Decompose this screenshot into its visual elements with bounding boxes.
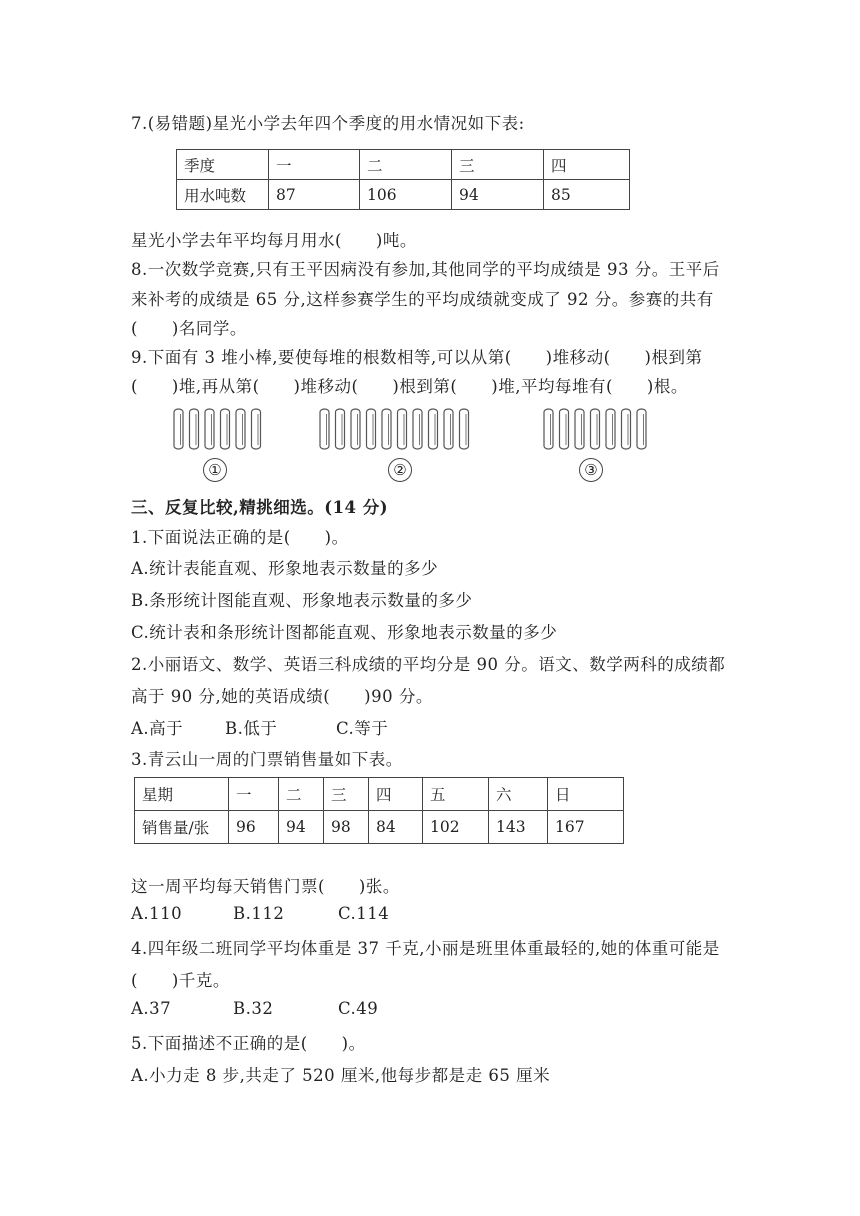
section3-title: 三、反复比较,精挑细选。(14 分) <box>131 498 389 517</box>
s3-q3-ticket-table <box>134 777 624 844</box>
table-cell: 销售量/张 <box>135 811 229 844</box>
stick-pile-1 <box>170 405 270 455</box>
stick <box>622 409 631 449</box>
stick <box>190 409 199 449</box>
q7-water-table <box>176 149 630 210</box>
s3-q3-option-b: B.112 <box>233 904 285 923</box>
table-cell: 四 <box>544 150 630 180</box>
table-row <box>177 150 630 180</box>
table-row <box>135 811 624 844</box>
stick <box>174 409 183 449</box>
table-cell: 84 <box>369 811 423 844</box>
stick-pile-3 <box>540 405 650 455</box>
table-cell: 三 <box>452 150 544 180</box>
s3-q2-line-2: 高于 90 分,她的英语成绩( )90 分。 <box>131 687 433 706</box>
stick <box>398 409 407 449</box>
table-row <box>177 180 630 210</box>
table-cell: 102 <box>423 811 489 844</box>
q8-line-1: 8.一次数学竞赛,只有王平因病没有参加,其他同学的平均成绩是 93 分。王平后 <box>131 260 720 279</box>
stick <box>320 409 329 449</box>
s3-q2-option-c: C.等于 <box>336 719 389 738</box>
s3-q5-option-a: A.小力走 8 步,共走了 520 厘米,他每步都是走 65 厘米 <box>131 1066 551 1085</box>
stick <box>460 409 469 449</box>
table-cell: 96 <box>229 811 279 844</box>
stick <box>637 409 646 449</box>
table-cell: 87 <box>269 180 360 210</box>
table-cell: 用水吨数 <box>177 180 269 210</box>
pile-label-2: ② <box>388 458 412 482</box>
q9-line-1: 9.下面有 3 堆小棒,要使每堆的根数相等,可以从第( )堆移动( )根到第 <box>131 348 703 367</box>
stick <box>413 409 422 449</box>
s3-q3-option-a: A.110 <box>131 904 183 923</box>
table-cell: 二 <box>279 778 324 811</box>
stick <box>444 409 453 449</box>
q7-intro: 7.(易错题)星光小学去年四个季度的用水情况如下表: <box>131 114 525 133</box>
stick <box>351 409 360 449</box>
table-cell: 106 <box>360 180 452 210</box>
table-cell: 143 <box>489 811 548 844</box>
stick <box>429 409 438 449</box>
s3-q4-option-a: A.37 <box>131 999 172 1018</box>
s3-q1-option-a: A.统计表能直观、形象地表示数量的多少 <box>131 559 439 578</box>
table-cell: 98 <box>324 811 369 844</box>
s3-q4-line-1: 4.四年级二班同学平均体重是 37 千克,小丽是班里体重最轻的,她的体重可能是 <box>131 939 720 958</box>
stick <box>221 409 230 449</box>
pile-label-1: ① <box>203 458 227 482</box>
table-cell: 四 <box>369 778 423 811</box>
s3-q4-option-c: C.49 <box>338 999 379 1018</box>
table-cell: 167 <box>548 811 624 844</box>
table-cell: 六 <box>489 778 548 811</box>
stick <box>252 409 261 449</box>
table-cell: 三 <box>324 778 369 811</box>
q8-line-3: ( )名同学。 <box>131 319 247 338</box>
stick <box>205 409 214 449</box>
s3-q2-option-a: A.高于 <box>131 719 184 738</box>
stick <box>544 409 553 449</box>
s3-q1-option-b: B.条形统计图能直观、形象地表示数量的多少 <box>131 591 473 610</box>
stick <box>575 409 584 449</box>
stick <box>591 409 600 449</box>
table-cell: 85 <box>544 180 630 210</box>
s3-q1-option-c: C.统计表和条形统计图都能直观、形象地表示数量的多少 <box>131 623 558 642</box>
stick <box>236 409 245 449</box>
stick <box>367 409 376 449</box>
table-cell: 二 <box>360 150 452 180</box>
s3-q2-line-1: 2.小丽语文、数学、英语三科成绩的平均分是 90 分。语文、数学两科的成绩都 <box>131 655 726 674</box>
table-cell: 五 <box>423 778 489 811</box>
table-cell: 94 <box>279 811 324 844</box>
q8-line-2: 来补考的成绩是 65 分,这样参赛学生的平均成绩就变成了 92 分。参赛的共有 <box>131 290 714 309</box>
table-cell: 一 <box>269 150 360 180</box>
s3-q1-stem: 1.下面说法正确的是( )。 <box>131 528 349 547</box>
table-cell: 一 <box>229 778 279 811</box>
q9-line-2: ( )堆,再从第( )堆移动( )根到第( )堆,平均每堆有( )根。 <box>131 377 688 396</box>
table-cell: 星期 <box>135 778 229 811</box>
s3-q4-line-2: ( )千克。 <box>131 971 230 990</box>
stick <box>560 409 569 449</box>
s3-q4-option-b: B.32 <box>233 999 274 1018</box>
stick <box>606 409 615 449</box>
q7-question: 星光小学去年平均每月用水( )吨。 <box>131 231 417 250</box>
stick <box>382 409 391 449</box>
table-cell: 日 <box>548 778 624 811</box>
s3-q2-option-b: B.低于 <box>225 719 278 738</box>
table-cell: 季度 <box>177 150 269 180</box>
s3-q3-stem: 3.青云山一周的门票销售量如下表。 <box>131 750 403 769</box>
table-cell: 94 <box>452 180 544 210</box>
pile-label-3: ③ <box>579 458 603 482</box>
s3-q5-stem: 5.下面描述不正确的是( )。 <box>131 1034 366 1053</box>
table-row <box>135 778 624 811</box>
stick <box>336 409 345 449</box>
s3-q3-option-c: C.114 <box>338 904 390 923</box>
s3-q3-question: 这一周平均每天销售门票( )张。 <box>131 877 400 896</box>
stick-pile-2 <box>316 405 486 455</box>
